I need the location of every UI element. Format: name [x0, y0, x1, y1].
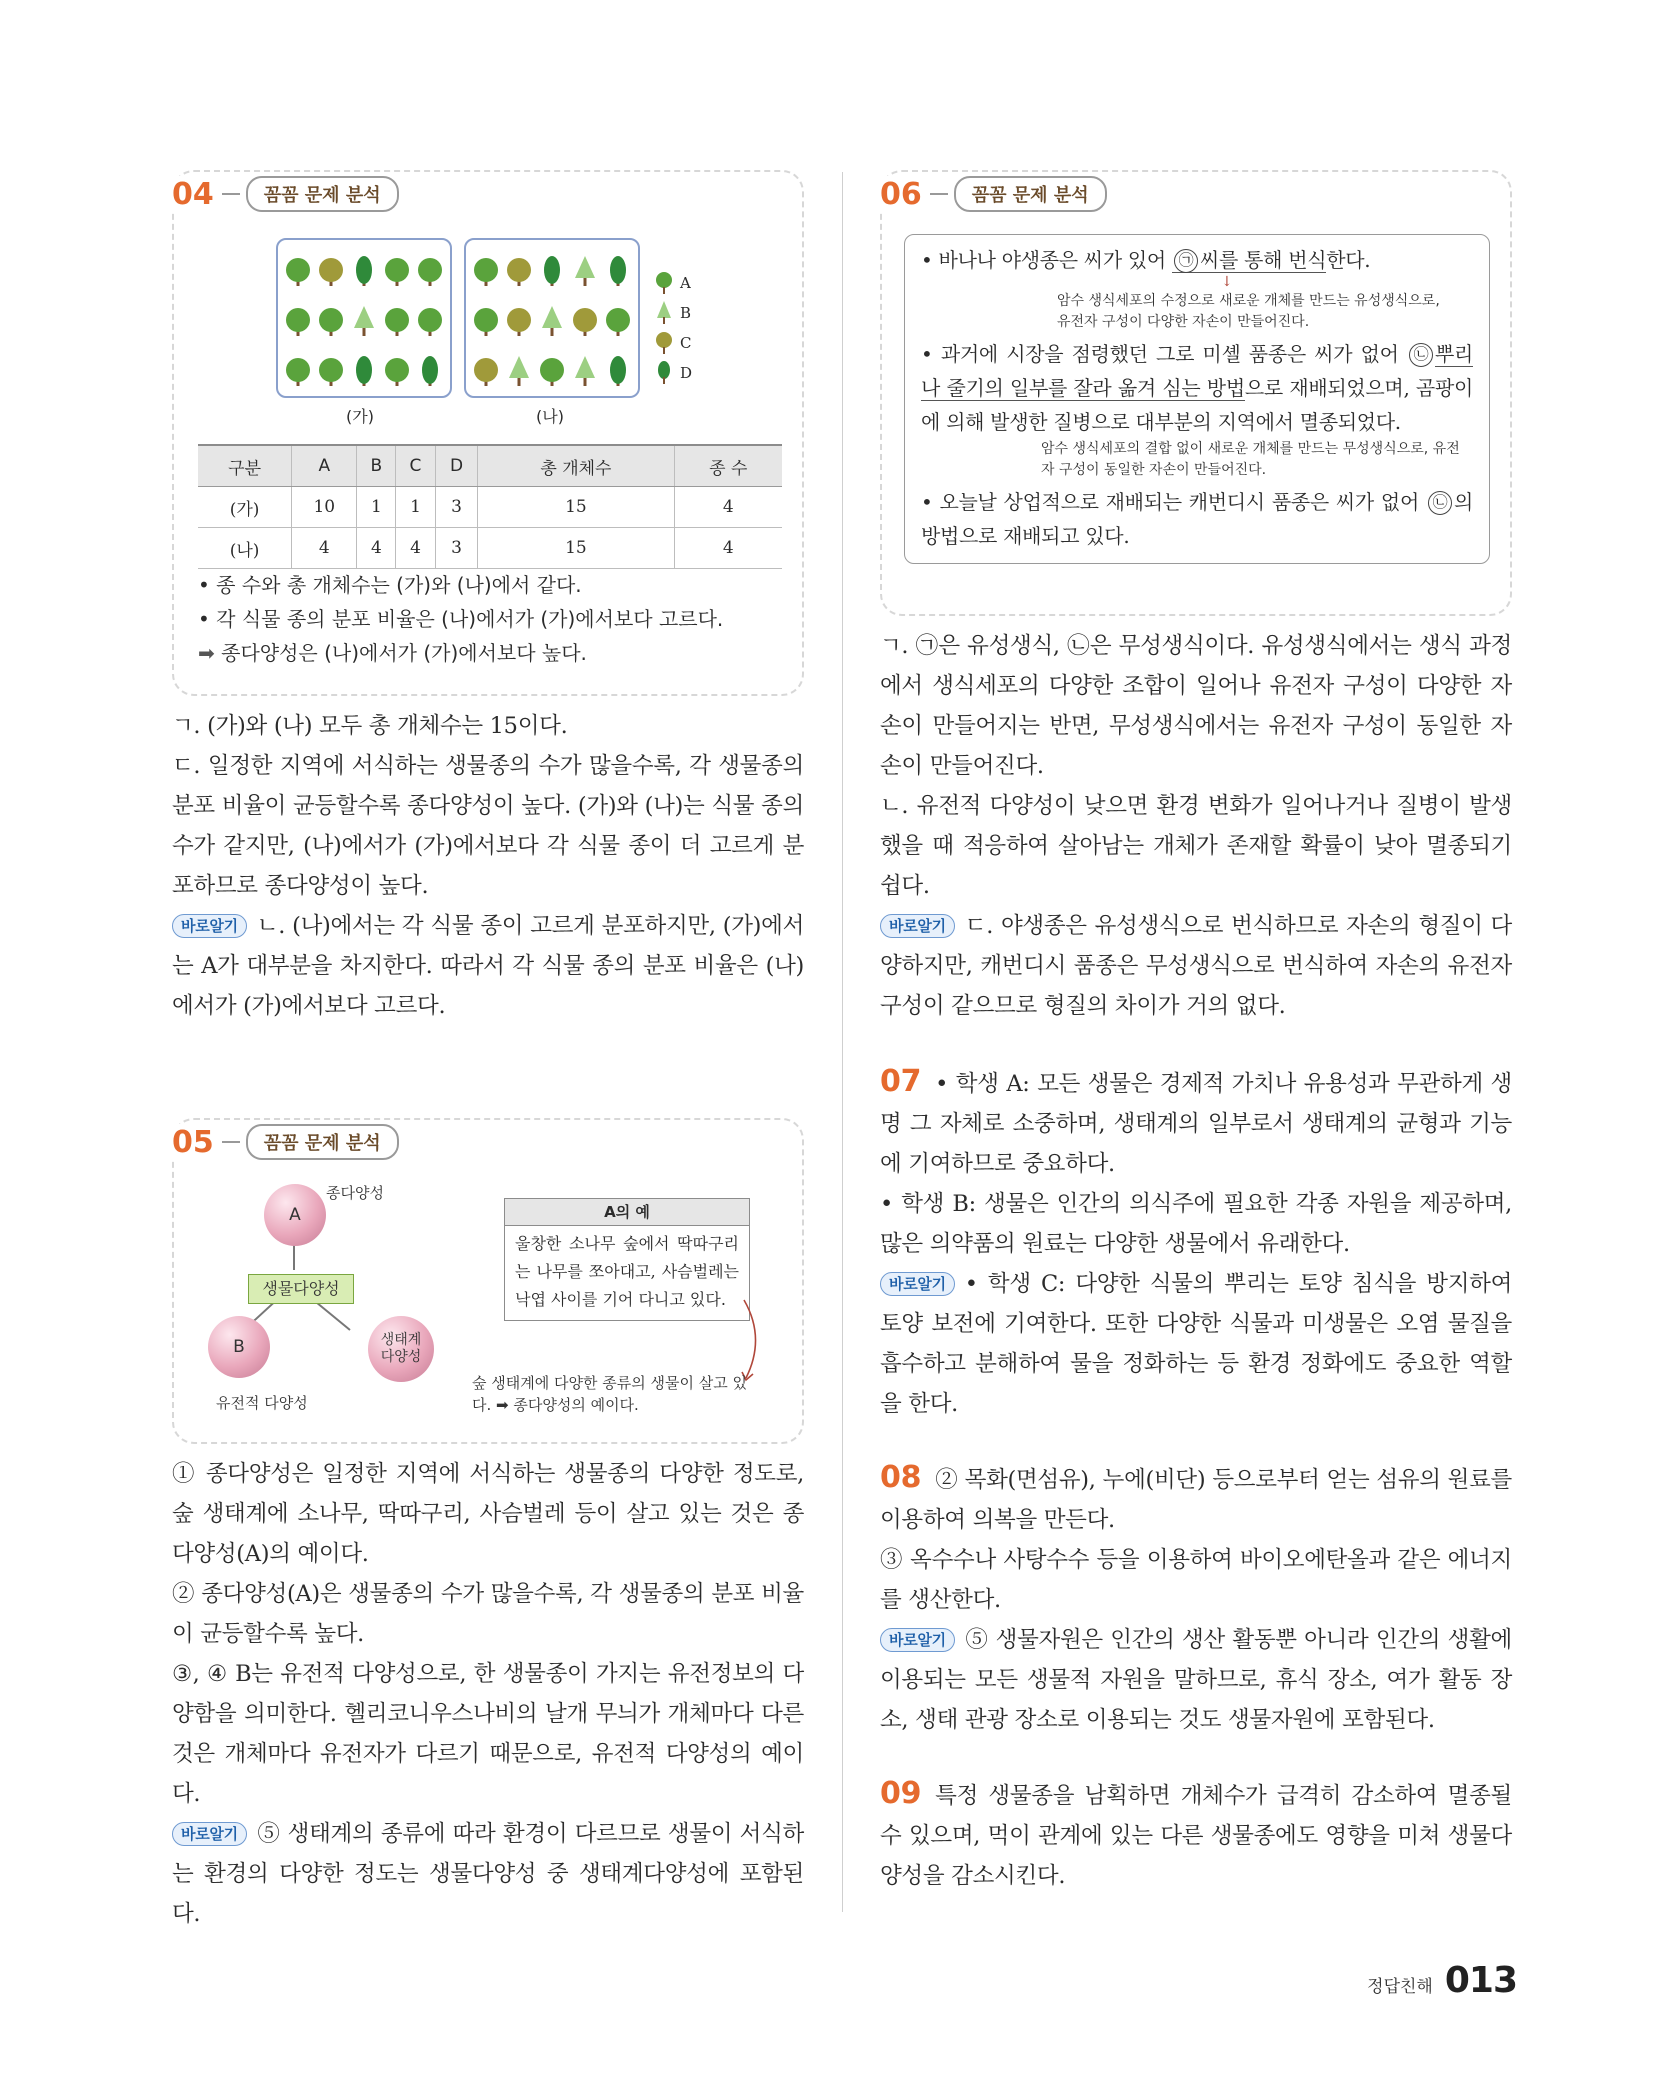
q06-panel: [880, 170, 1512, 616]
q06-note-2: 암수 생식세포의 결합 없이 새로운 개체를 만드는 무성생식으로, 유전자 구성이 동일한 자손이 만들어진다.: [1041, 441, 1460, 478]
tree-c-icon: [654, 330, 674, 356]
label-genetic-diversity: 유전적 다양성: [216, 1394, 308, 1412]
q07-section: [880, 1062, 1512, 1424]
q04-number: 04: [172, 176, 214, 212]
q05-panel: [172, 1118, 804, 1444]
q04-para-1: ㄱ. (가)와 (나) 모두 총 개체수는 15이다.: [172, 713, 568, 739]
tree-grid-na: [466, 240, 638, 396]
tree-a-icon: [654, 270, 674, 296]
table-cell: 1: [357, 487, 396, 528]
q08-para-2: ③ 옥수수나 사탕수수 등을 이용하여 바이오에탄올과 같은 에너지를 생산한다.: [880, 1547, 1512, 1613]
q09-para-1: 09 특정 생물종을 남획하면 개체수가 급격히 감소하여 멸종될 수 있으며, 먹이 관계에 있는 다른 생물종에도 영향을 미쳐 생물다양성을 감소시킨다.: [880, 1776, 1512, 1889]
q06-bullet-2: • 과거에 시장을 점령했던 그로 미셸 품종은 씨가 없어 ㉡ 뿌리 나 줄기의 일부를 잘라 옮겨 심는 방법으로 재배되었으며, 곰팡이에 의해 발생한 질병으로 대부분의 지역에서 멸종되었다.: [921, 342, 1473, 434]
sphere-ecosystem-diversity: 생태계 다양성: [368, 1316, 434, 1382]
table-header-cell: D: [435, 445, 478, 487]
tree-d-icon: [422, 356, 438, 386]
tree-b-icon: [575, 356, 595, 386]
q06-explanation: [880, 626, 1512, 1026]
tree-a-icon: [418, 258, 442, 286]
legend-d: D: [654, 358, 692, 388]
table-cell: 3: [435, 528, 478, 569]
label-na: (나): [536, 407, 564, 426]
tree-d-icon: [654, 360, 674, 386]
page-footer: [1367, 1960, 1517, 2001]
tree-c-icon: [507, 258, 531, 286]
q06-note-1: 암수 생식세포의 수정으로 새로운 개체를 만드는 유성생식으로, 유전자 구성이 다양한 자손이 만들어진다.: [1057, 293, 1440, 330]
q07-para-1: 07 • 학생 A: 모든 생물은 경제적 가치나 유용성과 무관하게 생명 그 자체로 소중하며, 생태계의 일부로서 생태계의 균형과 기능에 기여하므로 중요하다.: [880, 1064, 1512, 1177]
mark-nieun: ㉡: [1409, 343, 1433, 367]
legend-a: A: [654, 268, 692, 298]
label-species-diversity: 종다양성: [326, 1184, 384, 1202]
q06-para-1: ㄱ. ㉠은 유성생식, ㉡은 무성생식이다. 유성생식에서는 생식 과정에서 생식세포의 다양한 조합이 일어나 유전자 구성이 다양한 자손이 만들어지는 반면, 무성생식에서는 유전자 구성이 동일한 자손이 만들어진다.: [880, 633, 1512, 779]
tree-a-icon: [286, 358, 310, 386]
q07-para-2: • 학생 B: 생물은 인간의 의식주에 필요한 각종 자원을 제공하며, 많은 의약품의 원료는 다양한 생물에서 유래한다.: [880, 1191, 1512, 1257]
tree-a-icon: [385, 308, 409, 336]
tree-a-icon: [385, 358, 409, 386]
q06-number: 06: [880, 176, 922, 212]
tree-grid-ga: [278, 240, 450, 396]
tree-d-icon: [610, 256, 626, 286]
table-cell: (나): [198, 528, 292, 569]
table-cell: 4: [674, 487, 782, 528]
sphere-b: B: [208, 1316, 270, 1378]
tree-a-icon: [319, 308, 343, 336]
arrow-right-icon: ➡: [198, 641, 215, 665]
tree-a-icon: [418, 308, 442, 336]
q05-para-4: 바로알기 ⑤ 생태계의 종류에 따라 환경이 다르므로 생물이 서식하는 환경의 다양한 정도는 생물다양성 중 생태계다양성에 포함된다.: [172, 1821, 804, 1927]
tree-a-icon: [474, 258, 498, 286]
table-cell: 4: [357, 528, 396, 569]
tree-b-icon: [354, 306, 374, 336]
tree-b-icon: [542, 306, 562, 336]
tree-a-icon: [606, 308, 630, 336]
q09-number: 09: [880, 1776, 922, 1811]
tree-d-icon: [610, 356, 626, 386]
table-row: [198, 487, 782, 528]
right-column: [880, 170, 1512, 1896]
tree-c-icon: [573, 308, 597, 336]
q04-table: [198, 444, 782, 569]
table-header-row: [198, 445, 782, 487]
q06-header-pill: 꼼꼼 문제 분석: [954, 176, 1107, 212]
legend-c: C: [654, 328, 692, 358]
table-body: [198, 487, 782, 569]
tree-a-icon: [540, 358, 564, 386]
table-header-cell: 구분: [198, 445, 292, 487]
q04-conclusion-line: [198, 636, 788, 670]
table-row: [198, 528, 782, 569]
q08-para-3: 바로알기 ⑤ 생물자원은 인간의 생산 활동뿐 아니라 인간의 생활에 이용되는 모든 생물적 자원을 말하므로, 휴식 장소, 여가 활동 장소, 생태 관광 장소로 이용되는 것도 생물자원에 포함된다.: [880, 1627, 1512, 1733]
tree-a-icon: [286, 308, 310, 336]
q04-panel: [172, 170, 804, 696]
q05-number: 05: [172, 1124, 214, 1160]
sphere-a: A: [264, 1184, 326, 1246]
q04-header: [172, 176, 405, 212]
tree-a-icon: [385, 258, 409, 286]
q06-header: [880, 176, 1113, 212]
tree-b-icon: [575, 256, 595, 286]
q04-bullet-2: • 각 식물 종의 분포 비율은 (나)에서가 (가)에서보다 고르다.: [198, 607, 724, 631]
table-cell: 10: [292, 487, 357, 528]
q06-para-3: 바로알기 ㄷ. 야생종은 유성생식으로 번식하므로 자손의 형질이 다양하지만, 캐번디시 품종은 무성생식으로 번식하여 자손의 유전자 구성이 같으므로 형질의 차이가 거의 없다.: [880, 913, 1512, 1019]
q04-header-pill: 꼼꼼 문제 분석: [246, 176, 399, 212]
tree-d-icon: [356, 256, 372, 286]
page-number: 013: [1444, 1960, 1517, 2001]
q06-para-2: ㄴ. 유전적 다양성이 낮으면 환경 변화가 일어나거나 질병이 발생했을 때 적응하여 살아남는 개체가 존재할 확률이 낮아 멸종되기 쉽다.: [880, 793, 1512, 899]
tree-a-icon: [474, 308, 498, 336]
table-cell: 4: [674, 528, 782, 569]
table-cell: 1: [396, 487, 435, 528]
q05-para-1: ① 종다양성은 일정한 지역에 서식하는 생물종의 다양한 정도로, 숲 생태계에 소나무, 딱따구리, 사슴벌레 등이 살고 있는 것은 종다양성(A)의 예이다.: [172, 1461, 804, 1567]
q05-header-pill: 꼼꼼 문제 분석: [246, 1124, 399, 1160]
wrong-answer-tag: 바로알기: [880, 1272, 955, 1296]
tree-c-icon: [319, 258, 343, 286]
legend-b: B: [654, 298, 692, 328]
q04-bullet-1: • 종 수와 총 개체수는 (가)와 (나)에서 같다.: [198, 573, 582, 597]
wrong-answer-tag: 바로알기: [172, 1822, 247, 1846]
table-cell: 15: [478, 487, 674, 528]
tree-b-icon: [654, 300, 674, 326]
left-column: [172, 170, 804, 1934]
tree-box-na: [464, 238, 640, 398]
example-arrow-note: 숲 생태계에 다양한 종류의 생물이 살고 있다. ➡ 종다양성의 예이다.: [472, 1374, 747, 1414]
q04-explanation: [172, 706, 804, 1026]
footer-label: 정답친해: [1367, 1977, 1433, 1997]
q04-conclusion: 종다양성은 (나)에서가 (가)에서보다 높다.: [221, 641, 587, 665]
q09-section: [880, 1774, 1512, 1896]
q07-para-3: 바로알기 • 학생 C: 다양한 식물의 뿌리는 토양 침식을 방지하여 토양 보전에 기여한다. 또한 다양한 식물과 미생물은 오염 물질을 흡수하고 분해하여 물을 정화하는 등 환경 정화에도 중요한 역할을 한다.: [880, 1271, 1512, 1417]
example-text: 울창한 소나무 숲에서 딱따구리는 나무를 쪼아대고, 사슴벌레는 낙엽 사이를 기어 다니고 있다.: [515, 1234, 739, 1309]
q05-header: [172, 1124, 405, 1160]
q04-para-2: ㄷ. 일정한 지역에 서식하는 생물종의 수가 많을수록, 각 생물종의 분포 비율이 균등할수록 종다양성이 높다. (가)와 (나)는 식물 종의 수가 같지만, (나)에서가 (가)에서보다 각 식물 종이 더 고르게 분포하므로 종다양성이 높다.: [172, 753, 804, 899]
q04-para-3: 바로알기 ㄴ. (나)에서는 각 식물 종이 고르게 분포하지만, (가)에서는 A가 대부분을 차지한다. 따라서 각 식물 종의 분포 비율은 (나)에서가 (가)에서보다 고르다.: [172, 913, 804, 1019]
table-cell: 4: [292, 528, 357, 569]
tree-box-ga: [276, 238, 452, 398]
label-ga: (가): [346, 407, 374, 426]
table-cell: (가): [198, 487, 292, 528]
tree-a-icon: [286, 258, 310, 286]
table-cell: 4: [396, 528, 435, 569]
q08-number: 08: [880, 1460, 922, 1495]
wrong-answer-tag: 바로알기: [172, 914, 247, 938]
tree-d-icon: [544, 256, 560, 286]
table-header-cell: C: [396, 445, 435, 487]
q05-para-3: ③, ④ B는 유전적 다양성으로, 한 생물종이 가지는 유전정보의 다양함을 의미한다. 헬리코니우스나비의 날개 무늬가 개체마다 다른 것은 개체마다 유전자가 다르기 때문으로, 유전적 다양성의 예이다.: [172, 1661, 804, 1807]
q06-down-arrow-icon: ↓: [1221, 274, 1233, 290]
example-title: A의 예: [505, 1199, 749, 1226]
tree-d-icon: [356, 356, 372, 386]
q08-para-1: 08 ② 목화(면섬유), 누에(비단) 등으로부터 얻는 섬유의 원료를 이용하여 의복을 만든다.: [880, 1460, 1512, 1533]
example-box: [504, 1198, 750, 1321]
tree-b-icon: [509, 356, 529, 386]
q06-bullet-1: • 바나나 야생종은 씨가 있어 ㉠ 씨를 통해 번식한다.: [921, 248, 1371, 272]
q08-section: [880, 1458, 1512, 1740]
tree-a-icon: [319, 358, 343, 386]
mark-nieun-2: ㉡: [1428, 491, 1452, 515]
tree-c-icon: [507, 308, 531, 336]
q07-number: 07: [880, 1064, 922, 1099]
table-header-cell: 총 개체수: [478, 445, 674, 487]
tree-c-icon: [474, 358, 498, 386]
table-header-cell: B: [357, 445, 396, 487]
tree-legend: [654, 268, 692, 388]
column-divider: [842, 172, 843, 1912]
q06-passage-box: [904, 234, 1490, 564]
biodiversity-center-box: 생물다양성: [248, 1274, 354, 1304]
table-header-cell: A: [292, 445, 357, 487]
table-header-cell: 종 수: [674, 445, 782, 487]
table-cell: 3: [435, 487, 478, 528]
wrong-answer-tag: 바로알기: [880, 914, 955, 938]
table-cell: 15: [478, 528, 674, 569]
q05-explanation: [172, 1454, 804, 1934]
q04-bullets: [198, 568, 788, 670]
mark-giyeok: ㉠: [1174, 249, 1198, 273]
q05-para-2: ② 종다양성(A)은 생물종의 수가 많을수록, 각 생물종의 분포 비율이 균등할수록 높다.: [172, 1581, 804, 1647]
wrong-answer-tag: 바로알기: [880, 1628, 955, 1652]
q06-bullet-3: • 오늘날 상업적으로 재배되는 캐번디시 품종은 씨가 없어 ㉡ 의 방법으로 재배되고 있다.: [921, 490, 1473, 548]
